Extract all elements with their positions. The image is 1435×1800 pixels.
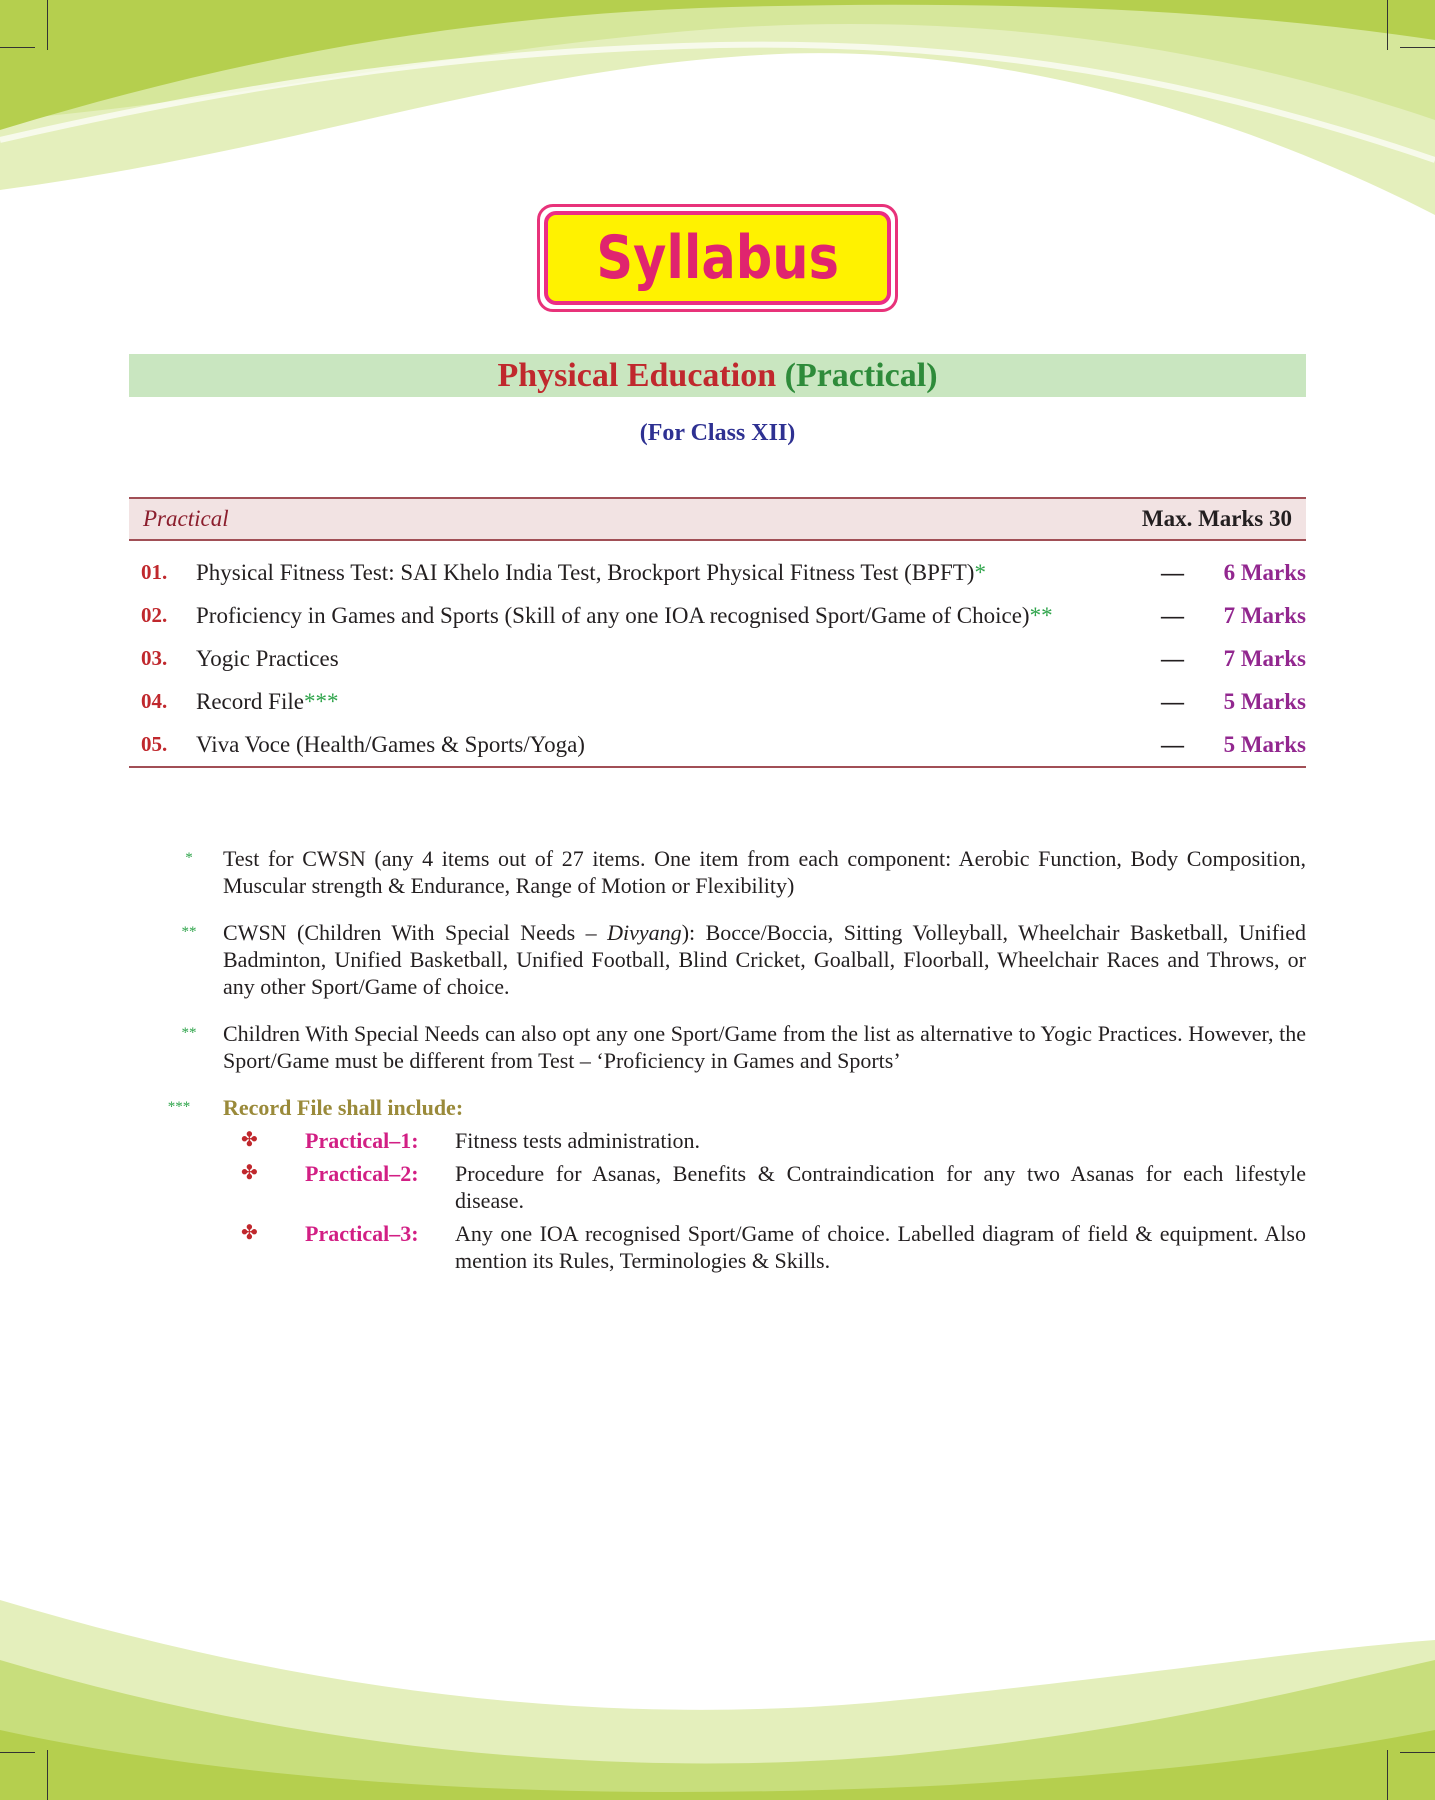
- footnote-item: [129, 1020, 1306, 1074]
- syllabus-badge: [537, 204, 904, 318]
- record-file-section: [129, 1094, 1306, 1274]
- row-marks: 6 Marks: [1223, 560, 1306, 585]
- footnote-text-italic: Divyang: [607, 920, 682, 945]
- subject-title-bar: [129, 354, 1306, 397]
- row-dash: —: [1161, 689, 1184, 714]
- flower-bullet-icon: ✤: [241, 1222, 258, 1244]
- row-text-main: Proficiency in Games and Sports (Skill of any one IOA recognised Sport/Game of Choice): [196, 603, 1030, 628]
- footnote-text: [223, 920, 1306, 999]
- row-footnote-mark: ***: [303, 689, 339, 714]
- row-marks: 5 Marks: [1223, 732, 1306, 757]
- row-dash: —: [1161, 560, 1184, 585]
- row-marks: 7 Marks: [1223, 603, 1306, 628]
- class-label: (For Class XII): [639, 420, 796, 446]
- row-text: [196, 637, 339, 680]
- row-marks: 7 Marks: [1223, 646, 1306, 671]
- row-number: 05.: [141, 732, 168, 756]
- header-practical: Practical: [143, 506, 229, 531]
- crop-mark-bottom-right: [1387, 1750, 1388, 1800]
- table-bottom-rule: [129, 766, 1306, 768]
- footnote-text-part: ): Bocce/Boccia, Sitting Volleyball, Wheelchair Basketball, Unified Badminton, Unified Basketball, Unified Football, Blind Cricket, Goalball, Floorball, Wheelchair Races and Throws, or any other Sport/Game of choice.: [223, 920, 1306, 999]
- footnote-mark: **: [181, 1025, 197, 1041]
- row-footnote-mark: *: [974, 560, 986, 585]
- crop-mark-bottom-right-h: [1400, 1752, 1435, 1753]
- table-row: [129, 723, 1306, 766]
- practical-text: Any one IOA recognised Sport/Game of choice. Labelled diagram of field & equipment. Also mention its Rules, Terminologies & Skills.: [455, 1221, 1306, 1273]
- row-text-main: Yogic Practices: [196, 646, 339, 671]
- practical-item: [223, 1127, 1306, 1154]
- subject-type: (Practical): [784, 357, 938, 394]
- crop-mark-bottom-left-h: [0, 1752, 35, 1753]
- row-number: 01.: [141, 560, 168, 584]
- flower-bullet-icon: ✤: [241, 1162, 258, 1184]
- practical-label: Practical–3:: [305, 1221, 419, 1246]
- practical-text: Procedure for Asanas, Benefits & Contraindication for any two Asanas for each lifestyle disease.: [455, 1161, 1306, 1213]
- footnote-mark: ***: [167, 1099, 191, 1115]
- flower-bullet-icon: ✤: [241, 1129, 258, 1151]
- row-text: [196, 594, 1053, 637]
- footnote-item: [129, 919, 1306, 1000]
- footnote-mark: **: [181, 924, 197, 940]
- row-text-main: Viva Voce (Health/Games & Sports/Yoga): [196, 732, 585, 757]
- practical-item: [223, 1220, 1306, 1274]
- table-row: [129, 594, 1306, 637]
- table-row: [129, 637, 1306, 680]
- row-text: [196, 680, 338, 723]
- row-dash: —: [1161, 646, 1184, 671]
- row-text: [196, 723, 585, 766]
- practical-label: Practical–2:: [305, 1161, 419, 1186]
- row-marks: 5 Marks: [1223, 689, 1306, 714]
- practical-label: Practical–1:: [305, 1128, 419, 1153]
- bottom-wave-decoration: [0, 1580, 1435, 1800]
- badge-title: Syllabus: [596, 223, 839, 293]
- table-row: [129, 680, 1306, 723]
- marks-table-body: [129, 551, 1306, 766]
- practical-text: Fitness tests administration.: [455, 1128, 701, 1153]
- row-number: 02.: [141, 603, 168, 627]
- footnote-mark: *: [185, 850, 193, 866]
- header-max-marks: Max. Marks 30: [1141, 506, 1292, 531]
- record-file-heading: Record File shall include:: [223, 1095, 464, 1120]
- footnote-item: [129, 845, 1306, 899]
- row-footnote-mark: **: [1029, 603, 1053, 628]
- row-text-main: Record File: [196, 689, 304, 714]
- practical-item: [223, 1160, 1306, 1214]
- row-text: [196, 551, 986, 594]
- crop-mark-top-left-h: [0, 47, 35, 48]
- crop-mark-top-right-h: [1400, 47, 1435, 48]
- footnote-text: Children With Special Needs can also opt any one Sport/Game from the list as alternative to Yogic Practices. However, the Sport/Game must be different from Test – ‘Proficiency in Games and Sports’: [223, 1021, 1306, 1073]
- crop-mark-top-left: [47, 0, 48, 50]
- crop-mark-top-right: [1387, 0, 1388, 50]
- crop-mark-bottom-left: [47, 1750, 48, 1800]
- footnote-text-part: CWSN (Children With Special Needs –: [223, 920, 608, 945]
- row-number: 03.: [141, 646, 168, 670]
- footnote-text: Test for CWSN (any 4 items out of 27 items. One item from each component: Aerobic Function, Body Composition, Muscular strength & Endurance, Range of Motion or Flexibility): [223, 846, 1306, 898]
- marks-table-header: [129, 497, 1306, 541]
- badge-inner-panel: [544, 211, 891, 305]
- subject-title: Physical Education: [497, 357, 777, 394]
- row-text-main: Physical Fitness Test: SAI Khelo India Test, Brockport Physical Fitness Test (BPFT): [196, 560, 975, 585]
- footnotes-section: [129, 845, 1306, 1274]
- table-row: [129, 551, 1306, 594]
- row-dash: —: [1161, 603, 1184, 628]
- row-number: 04.: [141, 689, 168, 713]
- row-dash: —: [1161, 732, 1184, 757]
